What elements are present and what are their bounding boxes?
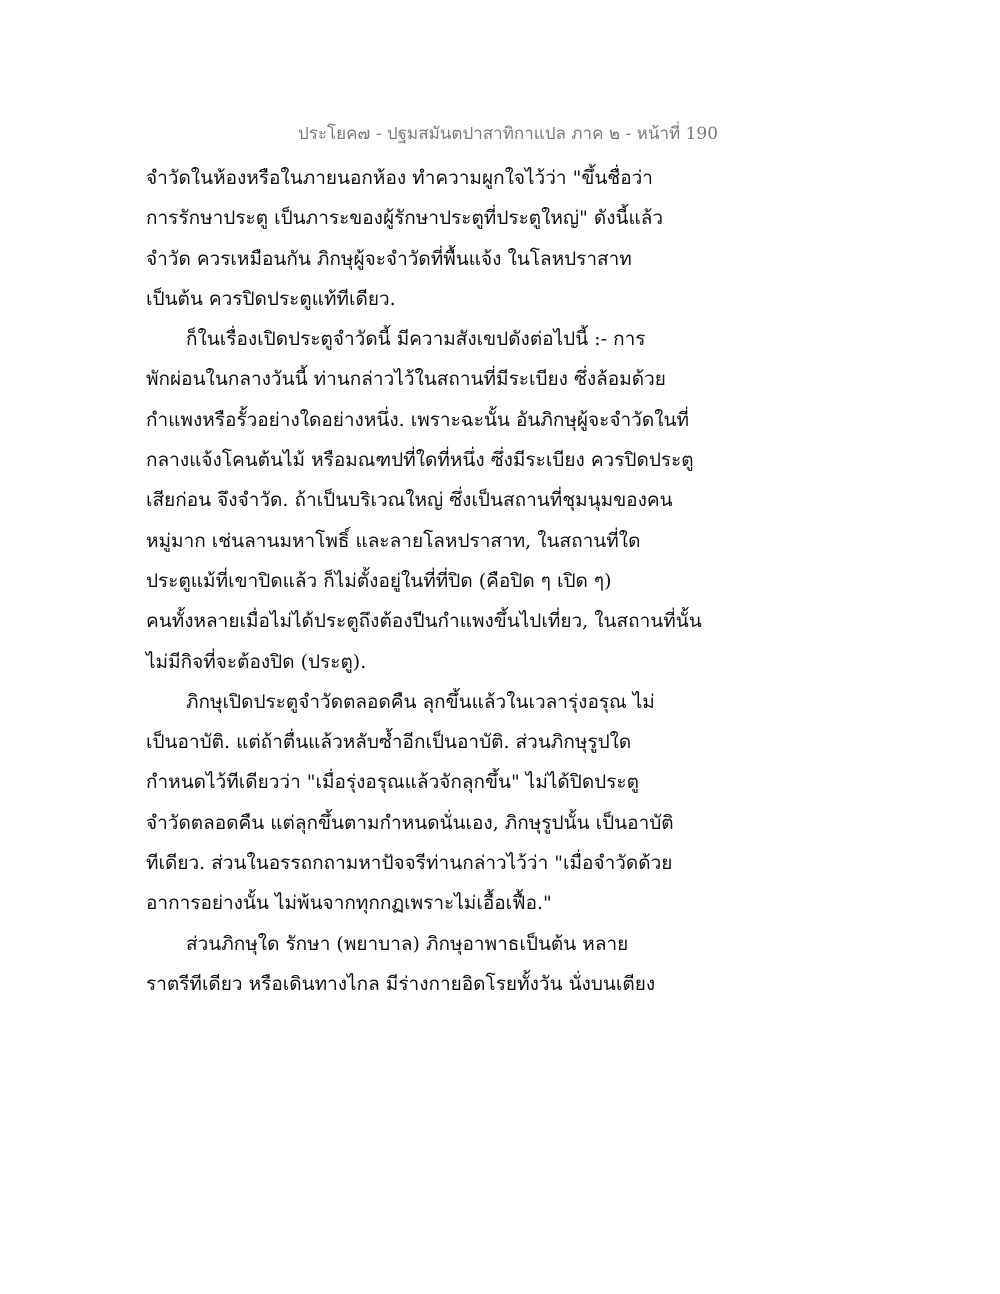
body-text	[146, 158, 846, 1004]
text-line: จำวัด ควรเหมือนกัน ภิกษุผู้จะจำวัดที่พื้นแจ้ง ในโลหปราสาท	[146, 247, 632, 270]
text-line: ทีเดียว. ส่วนในอรรถกถามหาปัจจรีท่านกล่าวไว้ว่า "เมื่อจำวัดด้วย	[146, 852, 673, 875]
text-line: อาการอย่างนั้น ไม่พ้นจากทุกกฏเพราะไม่เอื้อเฟื้อ."	[146, 892, 552, 915]
paragraph-first-line: ก็ในเรื่องเปิดประตูจำวัดนี้ มีความสังเขปดังต่อไปนี้ :- การ	[186, 328, 646, 351]
text-line: หมู่มาก เช่นลานมหาโพธิ์ และลายโลหปราสาท, ในสถานที่ใด	[146, 529, 641, 552]
text-line: พักผ่อนในกลางวันนี้ ท่านกล่าวไว้ในสถานที่มีระเบียง ซึ่งล้อมด้วย	[146, 368, 666, 391]
text-line: เป็นอาบัติ. แต่ถ้าตื่นแล้วหลับซ้ำอีกเป็นอาบัติ. ส่วนภิกษุรูปใด	[146, 731, 632, 754]
text-line: กำแพงหรือรั้วอย่างใดอย่างหนึ่ง. เพราะฉะนั้น อันภิกษุผู้จะจำวัดในที่	[146, 408, 689, 431]
text-line: คนทั้งหลายเมื่อไม่ได้ประตูถึงต้องปีนกำแพงขึ้นไปเที่ยว, ในสถานที่นั้น	[146, 610, 702, 633]
text-line: กลางแจ้งโคนต้นไม้ หรือมณฑปที่ใดที่หนึ่ง ซึ่งมีระเบียง ควรปิดประตู	[146, 449, 694, 472]
text-line: ประตูแม้ที่เขาปิดแล้ว ก็ไม่ตั้งอยู่ในที่ที่ปิด (คือปิด ๆ เปิด ๆ)	[146, 569, 612, 592]
text-line: จำวัดในห้องหรือในภายนอกห้อง ทำความผูกใจไว้ว่า "ขึ้นชื่อว่า	[146, 167, 653, 189]
text-line: จำวัดตลอดคืน แต่ลุกขึ้นตามกำหนดนั่นเอง, ภิกษุรูปนั้น เป็นอาบัติ	[146, 811, 674, 834]
text-line: การรักษาประตู เป็นภาระของผู้รักษาประตูที่ประตูใหญ่" ดังนี้แล้ว	[146, 207, 664, 230]
paragraph-first-line: ภิกษุเปิดประตูจำวัดตลอดคืน ลุกขึ้นแล้วในเวลารุ่งอรุณ ไม่	[186, 690, 655, 713]
text-line: ราตรีทีเดียว หรือเดินทางไกล มีร่างกายอิดโรยทั้งวัน นั่งบนเตียง	[146, 972, 656, 995]
text-line: ไม่มีกิจที่จะต้องปิด (ประตู).	[146, 650, 367, 673]
text-line: กำหนดไว้ทีเดียวว่า "เมื่อรุ่งอรุณแล้วจักลุกขึ้น" ไม่ได้ปิดประตู	[146, 771, 639, 794]
text-line: เป็นต้น ควรปิดประตูแท้ทีเดียว.	[146, 287, 396, 310]
text-line: เสียก่อน จึงจำวัด. ถ้าเป็นบริเวณใหญ่ ซึ่งเป็นสถานที่ชุมนุมของคน	[146, 489, 673, 512]
page-header: ประโยค๗ - ปฐมสมันตปาสาทิกาแปล ภาค ๒ - หน้าที่ 190	[298, 124, 719, 144]
paragraph-first-line: ส่วนภิกษุใด รักษา (พยาบาล) ภิกษุอาพาธเป็นต้น หลาย	[186, 932, 629, 955]
